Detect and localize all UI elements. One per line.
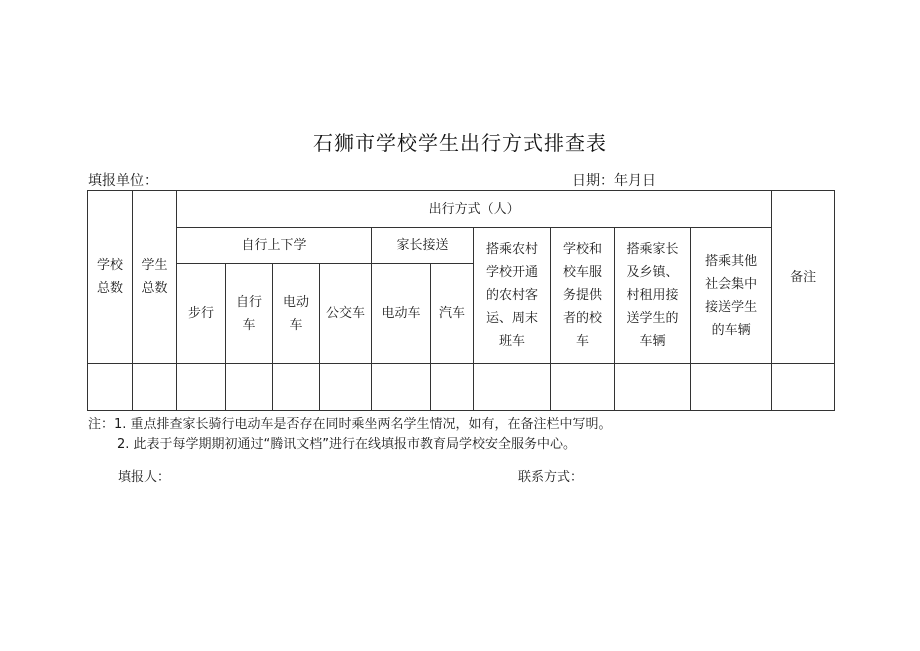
cell-remarks[interactable] — [772, 364, 835, 411]
header-rural-bus: 搭乘农村 学校开通 的农村客 运、周末 班车 — [474, 228, 551, 364]
cell-parent-car[interactable] — [431, 364, 474, 411]
header-parent-ebike: 电动车 — [372, 264, 431, 364]
header-travel-mode: 出行方式（人） — [177, 191, 772, 228]
header-bus: 公交车 — [320, 264, 372, 364]
cell-student-total[interactable] — [133, 364, 177, 411]
note-2: 2. 此表于每学期期初通过“腾讯文档”进行在线填报市教育局学校安全服务中心。 — [117, 437, 577, 452]
header-student-total: 学生 总数 — [133, 191, 177, 364]
cell-town-vehicle[interactable] — [615, 364, 691, 411]
cell-parent-ebike[interactable] — [372, 364, 431, 411]
header-parent-car: 汽车 — [431, 264, 474, 364]
header-school-total: 学校 总数 — [88, 191, 133, 364]
header-self-commute: 自行上下学 — [177, 228, 372, 264]
page-title: 石狮市学校学生出行方式排查表 — [313, 131, 607, 155]
reporter-label: 填报人： — [118, 470, 171, 485]
header-walk: 步行 — [177, 264, 226, 364]
header-bicycle: 自行 车 — [226, 264, 273, 364]
cell-other-vehicle[interactable] — [691, 364, 772, 411]
header-parent-pickup: 家长接送 — [372, 228, 474, 264]
date-label: 日期：年月日 — [572, 173, 656, 189]
note-1: 注：1. 重点排查家长骑行电动车是否存在同时乘坐两名学生情况，如有，在备注栏中写明。 — [88, 417, 612, 432]
header-other-vehicle: 搭乘其他 社会集中 接送学生 的车辆 — [691, 228, 772, 364]
cell-school-bus[interactable] — [551, 364, 615, 411]
cell-bus[interactable] — [320, 364, 372, 411]
header-remarks: 备注 — [772, 191, 835, 364]
cell-rural-bus[interactable] — [474, 364, 551, 411]
header-ebike: 电动 车 — [273, 264, 320, 364]
reporting-unit-label: 填报单位： — [88, 173, 158, 189]
header-town-vehicle: 搭乘家长 及乡镇、 村租用接 送学生的 车辆 — [615, 228, 691, 364]
travel-mode-table — [87, 190, 835, 411]
cell-bicycle[interactable] — [226, 364, 273, 411]
contact-label: 联系方式： — [518, 470, 584, 485]
cell-ebike[interactable] — [273, 364, 320, 411]
header-school-bus: 学校和 校车服 务提供 者的校 车 — [551, 228, 615, 364]
table-row — [88, 364, 835, 411]
cell-walk[interactable] — [177, 364, 226, 411]
cell-school-total[interactable] — [88, 364, 133, 411]
